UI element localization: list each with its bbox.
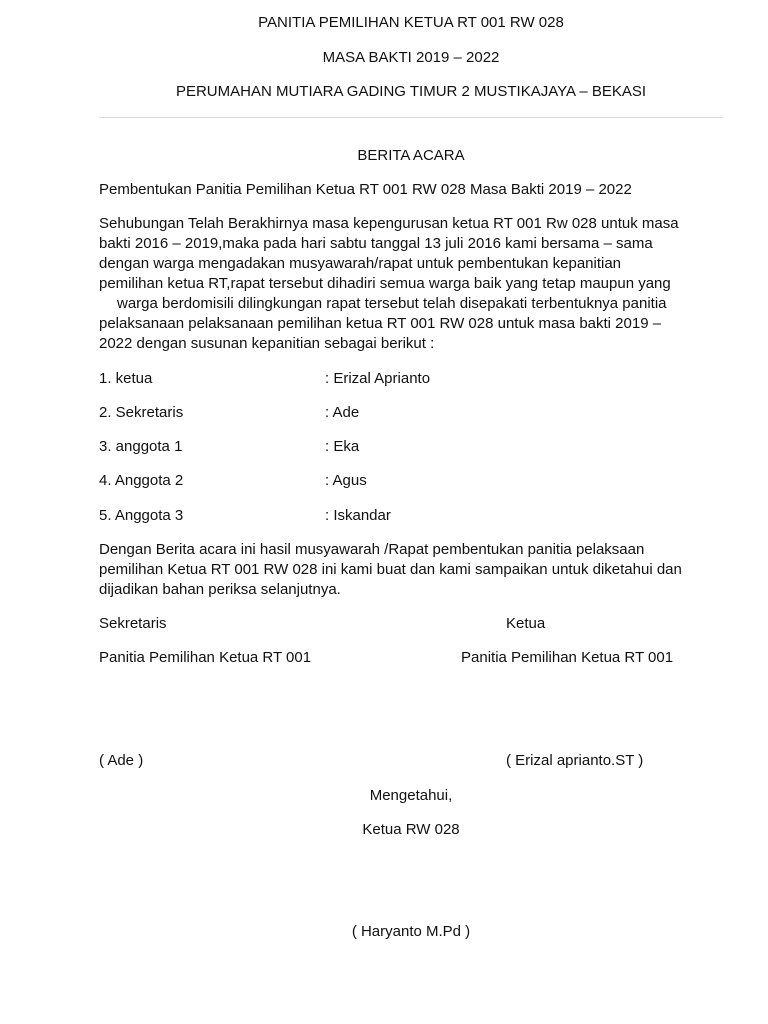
- committee-role: 5. Anggota 3: [99, 507, 184, 524]
- intro-line: 2022 dengan susunan kepanitian sebagai berikut :: [99, 335, 435, 352]
- signature-right-name: ( Erizal aprianto.ST ): [506, 752, 644, 769]
- document-title: BERITA ACARA: [357, 147, 465, 164]
- intro-line: warga berdomisili dilingkungan rapat tersebut telah disepakati terbentuknya panitia: [117, 295, 667, 312]
- closing-line: Dengan Berita acara ini hasil musyawarah /Rapat pembentukan panitia pelaksaan: [99, 541, 645, 558]
- closing-line: pemilihan Ketua RT 001 RW 028 ini kami buat dan kami sampaikan untuk diketahui dan: [99, 561, 682, 578]
- signature-right-title: Ketua: [506, 615, 546, 632]
- committee-role: 1. ketua: [99, 370, 153, 387]
- committee-name: : Ade: [325, 404, 360, 421]
- closing-paragraph: [99, 540, 729, 600]
- committee-name: : Eka: [325, 438, 360, 455]
- signature-right-org: Panitia Pemilihan Ketua RT 001: [461, 649, 674, 666]
- committee-name: : Agus: [325, 472, 367, 489]
- intro-line: pelaksanaan pelaksanaan pemilihan ketua RT 001 RW 028 untuk masa bakti 2019 –: [99, 315, 662, 332]
- acknowledge-title: Ketua RW 028: [362, 821, 460, 838]
- acknowledge-name: ( Haryanto M.Pd ): [351, 923, 471, 940]
- header-line-1: PANITIA PEMILIHAN KETUA RT 001 RW 028: [258, 14, 564, 31]
- signature-left-title: Sekretaris: [99, 615, 167, 632]
- signature-left-org: Panitia Pemilihan Ketua RT 001: [99, 649, 312, 666]
- acknowledge-label: Mengetahui,: [369, 787, 453, 804]
- header-line-3: PERUMAHAN MUTIARA GADING TIMUR 2 MUSTIKAJAYA – BEKASI: [175, 83, 647, 100]
- intro-line: pemilihan ketua RT,rapat tersebut dihadiri semua warga baik yang tetap maupun yang: [99, 275, 671, 292]
- header-line-2: MASA BAKTI 2019 – 2022: [322, 49, 500, 66]
- committee-role: 2. Sekretaris: [99, 404, 184, 421]
- committee-name: : Iskandar: [325, 507, 391, 524]
- closing-line: dijadikan bahan periksa selanjutnya.: [99, 581, 341, 598]
- document-subtitle: Pembentukan Panitia Pemilihan Ketua RT 001 RW 028 Masa Bakti 2019 – 2022: [99, 181, 632, 198]
- signature-left-name: ( Ade ): [99, 752, 144, 769]
- committee-role: 3. anggota 1: [99, 438, 183, 455]
- intro-line: dengan warga mengadakan musyawarah/rapat untuk pembentukan kepanitian: [99, 255, 622, 272]
- intro-line: bakti 2016 – 2019,maka pada hari sabtu tanggal 13 juli 2016 kami bersama – sama: [99, 235, 653, 252]
- intro-line: Sehubungan Telah Berakhirnya masa kepengurusan ketua RT 001 Rw 028 untuk masa: [99, 215, 679, 232]
- committee-role: 4. Anggota 2: [99, 472, 184, 489]
- header-divider: [99, 117, 723, 118]
- intro-paragraph: [99, 214, 729, 354]
- committee-name: : Erizal Aprianto: [325, 370, 431, 387]
